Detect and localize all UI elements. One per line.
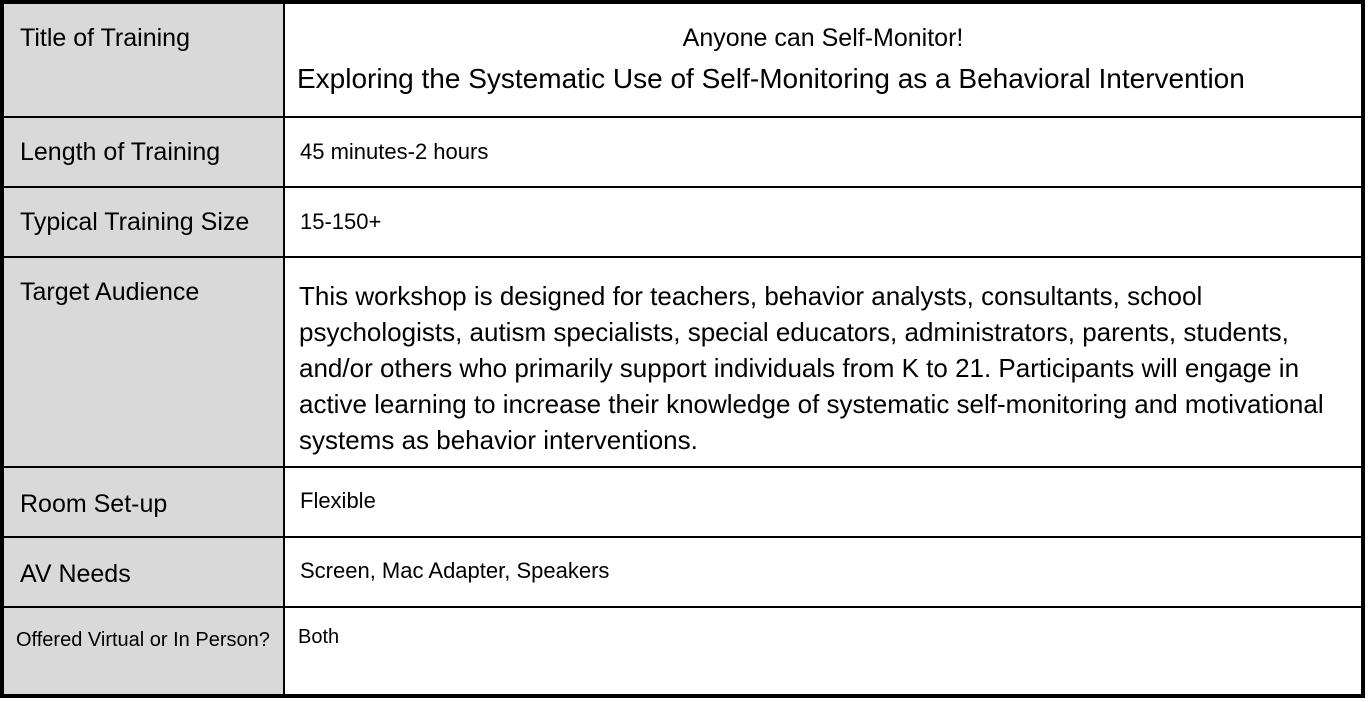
table-row-room	[4, 467, 1361, 537]
room-value: Flexible	[284, 467, 1361, 537]
audience-value: This workshop is designed for teachers, behavior analysts, consultants, school psychologists, autism specialists, special educators, administrators, parents, students, and/or others who primarily support individuals from K to 21. Participants will engage in active learning to increase their knowledge of systematic self-monitoring and motivational systems as behavior interventions.	[284, 257, 1361, 467]
table-row-title	[4, 4, 1361, 117]
av-label: AV Needs	[4, 537, 284, 607]
room-label: Room Set-up	[4, 467, 284, 537]
table-row-offered	[4, 607, 1361, 694]
training-title: Anyone can Self-Monitor!	[682, 24, 964, 52]
length-value: 45 minutes-2 hours	[284, 117, 1361, 187]
table-row-audience	[4, 257, 1361, 467]
size-value: 15-150+	[284, 187, 1361, 257]
length-label: Length of Training	[4, 117, 284, 187]
audience-label: Target Audience	[4, 257, 284, 467]
title-value	[284, 4, 1361, 117]
av-value: Screen, Mac Adapter, Speakers	[284, 537, 1361, 607]
offered-label: Offered Virtual or In Person?	[4, 607, 284, 694]
title-label: Title of Training	[4, 4, 284, 117]
table-row-size	[4, 187, 1361, 257]
offered-value: Both	[284, 607, 1361, 694]
table-row-av	[4, 537, 1361, 607]
size-label: Typical Training Size	[4, 187, 284, 257]
table-row-length	[4, 117, 1361, 187]
training-info-table	[4, 4, 1361, 694]
training-subtitle: Exploring the Systematic Use of Self-Monitoring as a Behavioral Intervention	[297, 63, 1245, 94]
